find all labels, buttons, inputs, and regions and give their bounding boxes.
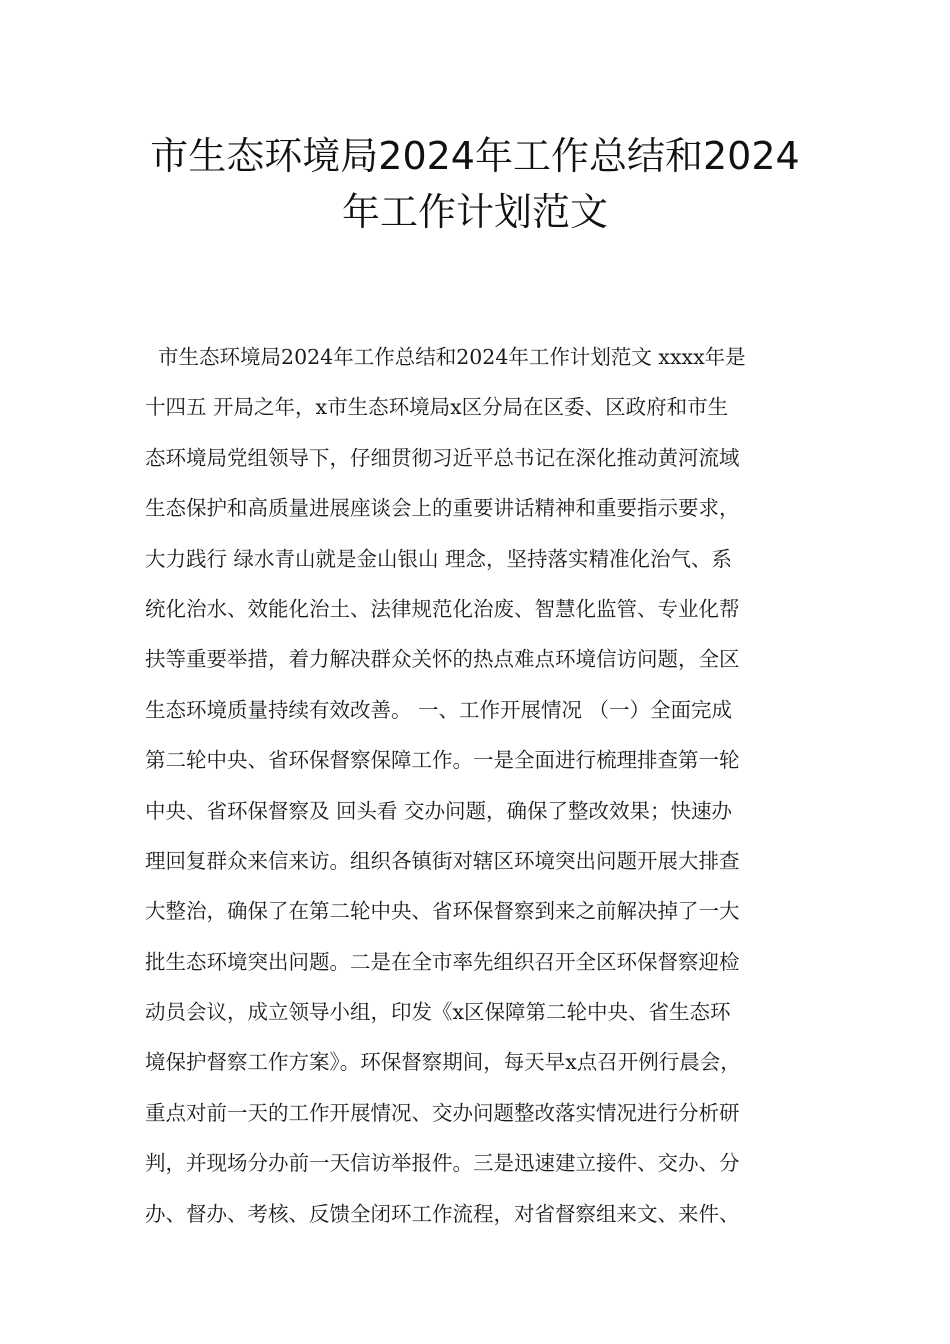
body-line-16: 重点对前一天的工作开展情况、交办问题整改落实情况进行分析研 xyxy=(145,1100,740,1125)
body-line-18: 办、督办、考核、反馈全闭环工作流程，对省督察组来文、来件、 xyxy=(145,1201,740,1226)
body-line-8: 生态环境质量持续有效改善。 一、工作开展情况 （一）全面完成 xyxy=(145,697,733,722)
document-title xyxy=(0,128,950,240)
title-line-2: 年工作计划范文 xyxy=(341,190,608,234)
body-line-14: 动员会议，成立领导小组，印发《x区保障第二轮中央、省生态环 xyxy=(145,1000,731,1025)
title-line-1: 市生态环境局2024年工作总结和2024 xyxy=(150,134,800,178)
body-line-13: 批生态环境突出问题。二是在全市率先组织召开全区环保督察迎检 xyxy=(145,949,740,974)
body-line-15: 境保护督察工作方案》。环保督察期间，每天早x点召开例行晨会， xyxy=(145,1050,741,1075)
body-line-9: 第二轮中央、省环保督察保障工作。一是全面进行梳理排查第一轮 xyxy=(145,748,740,773)
body-line-4: 生态保护和高质量进展座谈会上的重要讲话精神和重要指示要求， xyxy=(145,496,740,521)
body-line-6: 统化治水、效能化治土、法律规范化治废、智慧化监管、专业化帮 xyxy=(145,596,740,621)
document-body xyxy=(145,332,810,1239)
body-line-10: 中央、省环保督察及 回头看 交办问题，确保了整改效果；快速办 xyxy=(145,798,733,823)
body-line-3: 态环境局党组领导下，仔细贯彻习近平总书记在深化推动黄河流域 xyxy=(145,445,740,470)
body-line-7: 扶等重要举措，着力解决群众关怀的热点难点环境信访问题，全区 xyxy=(145,647,740,672)
body-line-1: 市生态环境局2024年工作总结和2024年工作计划范文 xxxx年是 xyxy=(145,345,746,369)
body-line-12: 大整治，确保了在第二轮中央、省环保督察到来之前解决掉了一大 xyxy=(145,899,740,924)
body-line-5: 大力践行 绿水青山就是金山银山 理念，坚持落实精准化治气、系 xyxy=(145,546,733,571)
body-line-11: 理回复群众来信来访。组织各镇街对辖区环境突出问题开展大排查 xyxy=(145,848,740,873)
body-line-2: 十四五 开局之年，x市生态环境局x区分局在区委、区政府和市生 xyxy=(145,395,729,420)
body-line-17: 判，并现场分办前一天信访举报件。三是迅速建立接件、交办、分 xyxy=(145,1151,740,1176)
